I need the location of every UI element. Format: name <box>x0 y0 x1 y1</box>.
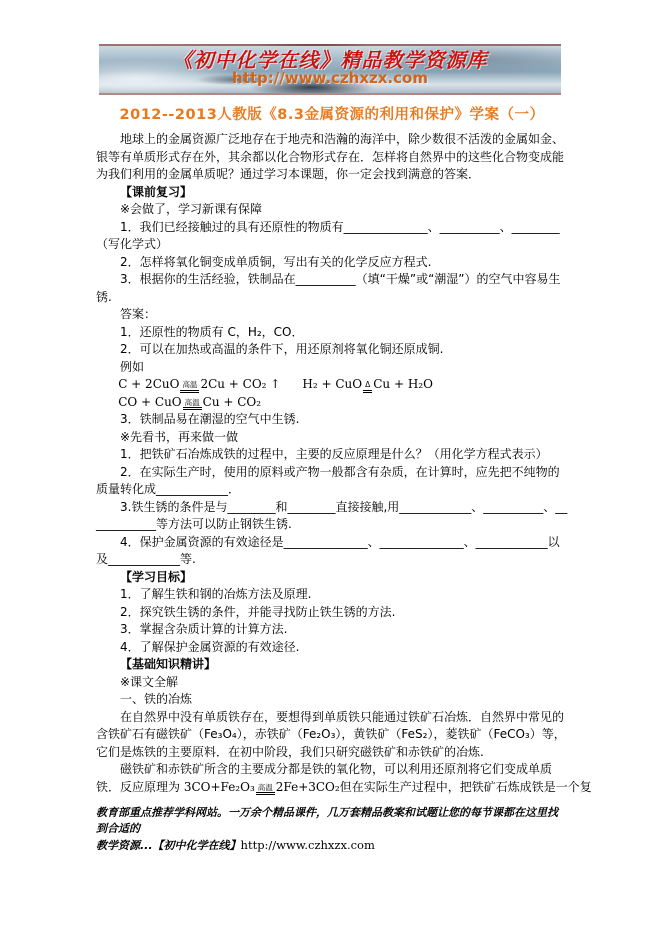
chem-equation-carbon-cuo <box>118 377 280 391</box>
equation-lhs: C + 2CuO <box>118 377 180 391</box>
equation-lhs: 3CO+Fe₂O₃ <box>183 779 255 794</box>
review-question-3: 3．根据你的生活经验，铁制品在__________（填“干燥”或“潮湿”）的空气中容易生锈. <box>96 272 561 304</box>
reaction-condition: Δ <box>363 381 372 393</box>
objectives-heading: 【学习目标】 <box>120 569 193 584</box>
objective-item-3: 3．掌握含杂质计算的计算方法. <box>120 622 288 636</box>
equation-rhs: Cu + CO₂ <box>202 394 262 409</box>
review-question-1: 1．我们已经接触过的具有还原性的物质有______________、__________、________ <box>120 219 560 234</box>
site-banner <box>99 44 561 95</box>
answer-1: 1．还原性的物质有 C，H₂，CO． <box>120 324 304 339</box>
objective-item-2: 2．探究铁生锈的条件，并能寻找防止铁生锈的方法. <box>120 604 396 619</box>
basics-topic-heading: 一、铁的冶炼 <box>120 692 193 706</box>
practice-question-2: 2．在实际生产时，使用的原料或产物一般都含有杂质，在计算时，应先把不纯物的质量转化成____________． <box>96 464 560 496</box>
practice-question-3: 3.铁生锈的条件是与________和________直接接触,用____________、__________、____________等方法可以防止钢铁生锈. <box>96 499 568 531</box>
doc-title: 2012--2013人教版《8.3金属资源的利用和保护》学案（一） <box>119 107 545 123</box>
equation-row-1 <box>96 376 568 394</box>
review-tip: ※会做了，学习新课有保障 <box>120 202 263 216</box>
answers-label: 答案： <box>120 307 157 321</box>
inline-eq-suffix: 但在实际生产过程中，把铁矿石炼成铁是一个复 <box>339 779 592 794</box>
equation-lhs: CO + CuO <box>118 394 182 409</box>
objective-item-4: 4．了解保护金属资源的有效途径. <box>120 639 300 654</box>
basics-paragraph-1: 在自然界中没有单质铁存在，要想得到单质铁只能通过铁矿石冶炼．自然界中常见的含铁矿石有磁铁矿（Fe₃O₄），赤铁矿（Fe₂O₃），黄铁矿（FeS₂），菱铁矿（FeCO₃）等，它们是炼铁的主要原料．在初中阶段，我们只研究磁铁矿和赤铁矿的冶炼. <box>96 709 566 759</box>
reaction-condition: 高温 <box>180 381 199 393</box>
basics-paragraph-3 <box>96 779 592 797</box>
practice-tip: ※先看书，再来做一做 <box>120 429 239 444</box>
equation-rhs: 2Fe+3CO₂ <box>275 779 340 794</box>
footer-line-2-text: 教学资源...【初中化学在线】 <box>96 839 241 852</box>
practice-question-4: 4．保护金属资源的有效途径是______________、______________、____________以及____________等. <box>96 534 560 566</box>
equation-row-2 <box>96 394 568 412</box>
inline-eq-prefix: 铁．反应原理为 <box>96 779 184 794</box>
review-question-2: 2．怎样将氧化铜变成单质铜，写出有关的化学反应方程式. <box>120 254 432 269</box>
footer-line-2 <box>96 837 568 854</box>
reaction-condition: 高温 <box>256 784 275 796</box>
answer-2: 2．可以在加热或高温的条件下，用还原剂将氧化铜还原成铜. <box>120 342 444 356</box>
reaction-condition: 高温 <box>183 399 202 411</box>
banner-title: 《初中化学在线》精品教学资源库 <box>172 48 488 72</box>
banner-url-link[interactable]: http://www.czhxzx.com <box>232 69 428 87</box>
document-page <box>96 0 592 854</box>
practice-question-1: 1．把铁矿石冶炼成铁的过程中，主要的反应原理是什么？（用化学方程式表示） <box>120 447 548 461</box>
page-footer <box>96 805 568 854</box>
review-question-1-note: （写化学式） <box>96 237 169 251</box>
basics-subheading: ※课文全解 <box>120 674 179 689</box>
chem-equation-fe2o3 <box>184 780 340 794</box>
equation-rhs: 2Cu + CO₂ ↑ <box>200 377 281 391</box>
basics-paragraph-2: 磁铁矿和赤铁矿所含的主要成分都是铁的氧化物，可以利用还原剂将它们变成单质 <box>120 762 553 776</box>
answer-example-label: 例如 <box>120 359 145 374</box>
chem-equation-co-cuo <box>118 395 261 409</box>
chem-equation-h2-cuo <box>302 377 433 391</box>
intro-paragraph: 地球上的金属资源广泛地存在于地壳和浩瀚的海洋中，除少数很不活泼的金属如金、银等有单质形式存在外，其余都以化合物形式存在．怎样将自然界中的这些化合物变成能为我们利用的金属单质呢？通过学习本课题，你一定会找到满意的答案． <box>96 132 565 181</box>
review-section-heading: 【课前复习】 <box>120 184 193 199</box>
equation-lhs: H₂ + CuO <box>302 377 363 391</box>
footer-url-link[interactable]: http://www.czhxzx.com <box>240 838 375 852</box>
basics-heading: 【基础知识精讲】 <box>120 657 217 671</box>
objective-item-1: 1．了解生铁和钢的冶炼方法及原理. <box>120 587 312 601</box>
equation-rhs: Cu + H₂O <box>373 377 433 391</box>
footer-line-1: 教育部重点推荐学科网站。一万余个精品课件，几万套精品教案和试题让您的每节课都在这里找到合适的 <box>96 806 558 835</box>
answer-3: 3．铁制品易在潮湿的空气中生锈. <box>120 412 300 426</box>
